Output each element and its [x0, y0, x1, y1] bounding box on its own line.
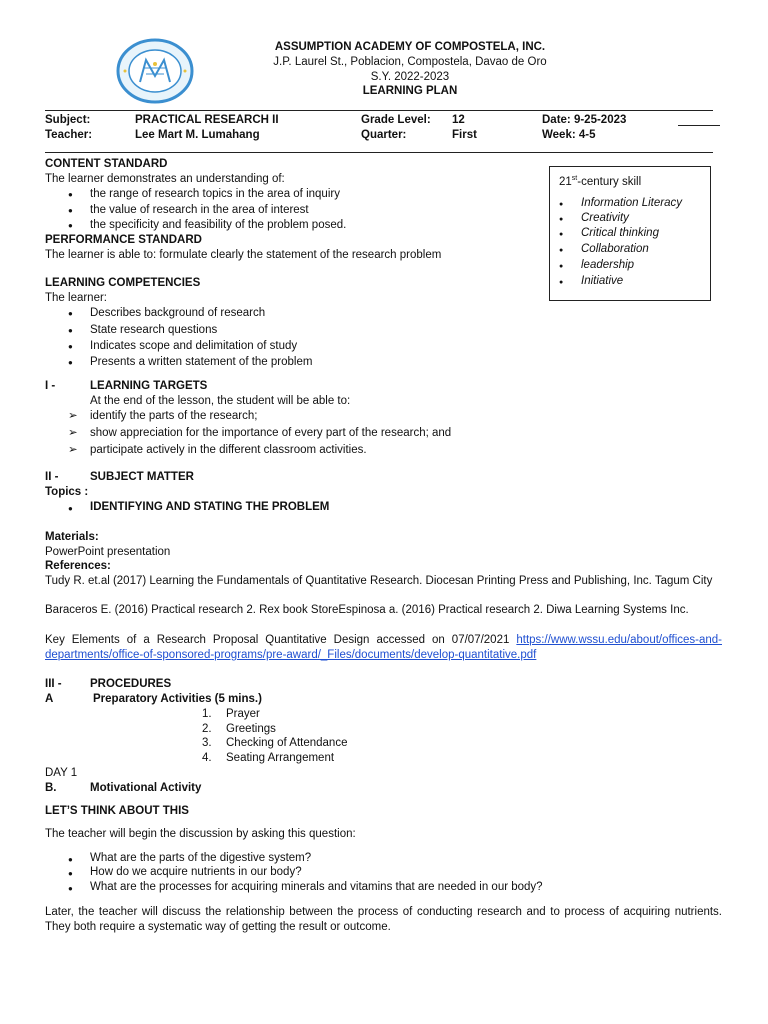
list-number: 4. — [202, 752, 212, 764]
references-label: References: — [45, 560, 111, 572]
reference-item: Key Elements of a Research Proposal Quantitative Design accessed on 07/07/2021 https://www.wssu.edu/about/offices-and-departments/office-of-sponsored-programs/pre-award/_Files/documents/develop-quantitative.pdf — [45, 634, 722, 661]
step-label: A — [45, 693, 54, 705]
document-title: LEARNING PLAN — [362, 85, 458, 97]
list-item: Describes background of research — [90, 307, 266, 319]
bullet-icon: ● — [68, 206, 73, 215]
subject-value: PRACTICAL RESEARCH II — [135, 114, 279, 126]
skill-item: Collaboration — [581, 243, 649, 255]
arrow-bullet-icon: ➢ — [68, 427, 78, 439]
materials-label: Materials: — [45, 531, 99, 543]
list-item: the specificity and feasibility of the problem posed. — [90, 219, 347, 231]
bullet-icon: ● — [68, 342, 73, 351]
bullet-icon: ● — [559, 279, 564, 286]
procedures-heading: PROCEDURES — [90, 678, 172, 690]
arrow-bullet-icon: ➢ — [68, 410, 78, 422]
skill-item: Critical thinking — [581, 227, 659, 239]
quarter-label: Quarter: — [361, 129, 407, 141]
bullet-icon: ● — [68, 504, 73, 513]
skill-item: Information Literacy — [581, 197, 682, 209]
list-item: participate actively in the different classroom activities. — [90, 444, 367, 456]
reference-link[interactable]: https://www.wssu.edu/about/offices-and-departments/office-of-sponsored-programs/pre-award/_Files/documents/develop-quantitative.pdf — [45, 634, 722, 661]
skill-item: leadership — [581, 259, 635, 271]
question-item: What are the processes for acquiring minerals and vitamins that are needed in our body? — [90, 881, 543, 893]
list-number: 3. — [202, 737, 212, 749]
step-title: Motivational Activity — [90, 782, 202, 794]
teacher-label: Teacher: — [45, 129, 93, 141]
step-title: Preparatory Activities (5 mins.) — [93, 693, 262, 705]
skills-box — [549, 166, 711, 301]
section-number: III - — [45, 678, 62, 690]
info-rule — [45, 152, 713, 153]
bullet-icon: ● — [559, 201, 564, 208]
day-label: DAY 1 — [45, 767, 78, 779]
list-item: the value of research in the area of interest — [90, 204, 309, 216]
activity-heading: LET’S THINK ABOUT THIS — [45, 805, 189, 817]
bullet-icon: ● — [68, 190, 73, 199]
date-value: Date: 9-25-2023 — [542, 114, 627, 126]
bullet-icon: ● — [68, 309, 73, 318]
topic-item: IDENTIFYING AND STATING THE PROBLEM — [90, 501, 330, 513]
bullet-icon: ● — [68, 869, 73, 878]
teacher-value: Lee Mart M. Lumahang — [135, 129, 260, 141]
content-standard-intro: The learner demonstrates an understanding of: — [45, 173, 285, 185]
list-item: identify the parts of the research; — [90, 410, 258, 422]
bullet-icon: ● — [559, 231, 564, 238]
skills-box-title: 21st-century skill — [559, 175, 642, 188]
list-number: 1. — [202, 708, 212, 720]
skill-item: Initiative — [581, 275, 624, 287]
school-year: S.Y. 2022-2023 — [370, 71, 450, 83]
bullet-icon: ● — [68, 221, 73, 230]
school-logo — [116, 38, 194, 104]
list-number: 2. — [202, 723, 212, 735]
bullet-icon: ● — [68, 326, 73, 335]
list-item: Seating Arrangement — [226, 752, 335, 764]
bullet-icon: ● — [68, 884, 73, 893]
closing-paragraph: Later, the teacher will discuss the relationship between the process of conducting research and to process of acquiring nutrients. They both require a systematic way of getting the result or outcome. — [45, 906, 722, 933]
reference-item: Tudy R. et.al (2017) Learning the Fundamentals of Quantitative Research. Diocesan Printing Press and Publishing, Inc. Tagum City — [45, 575, 713, 587]
date-blank-line — [678, 125, 720, 126]
list-item: Indicates scope and delimitation of study — [90, 340, 298, 352]
list-item: the range of research topics in the area of inquiry — [90, 188, 340, 200]
grade-value: 12 — [452, 114, 465, 126]
performance-standard-heading: PERFORMANCE STANDARD — [45, 234, 202, 246]
performance-standard-text: The learner is able to: formulate clearly the statement of the research problem — [45, 249, 442, 261]
materials-value: PowerPoint presentation — [45, 546, 171, 558]
bullet-icon: ● — [68, 855, 73, 864]
bullet-icon: ● — [559, 216, 564, 223]
section-number: I - — [45, 380, 56, 392]
list-item: Presents a written statement of the problem — [90, 356, 313, 368]
list-item: show appreciation for the importance of every part of the research; and — [90, 427, 452, 439]
week-value: Week: 4-5 — [542, 129, 596, 141]
competencies-heading: LEARNING COMPETENCIES — [45, 277, 201, 289]
list-item: State research questions — [90, 324, 218, 336]
bullet-icon: ● — [559, 263, 564, 270]
targets-heading: LEARNING TARGETS — [90, 380, 208, 392]
reference-item: Baraceros E. (2016) Practical research 2. Rex book StoreEspinosa a. (2016) Practical research 2. Diwa Learning Systems Inc. — [45, 604, 689, 616]
subject-label: Subject: — [45, 114, 91, 126]
question-item: What are the parts of the digestive system? — [90, 852, 312, 864]
quarter-value: First — [452, 129, 477, 141]
question-item: How do we acquire nutrients in our body? — [90, 866, 302, 878]
activity-intro: The teacher will begin the discussion by asking this question: — [45, 828, 356, 840]
targets-intro: At the end of the lesson, the student will be able to: — [90, 395, 351, 407]
bullet-icon: ● — [68, 358, 73, 367]
skill-item: Creativity — [581, 212, 629, 224]
bullet-icon: ● — [559, 247, 564, 254]
list-item: Prayer — [226, 708, 260, 720]
grade-label: Grade Level: — [361, 114, 431, 126]
school-address: J.P. Laurel St., Poblacion, Compostela, Davao de Oro — [273, 56, 547, 68]
list-item: Greetings — [226, 723, 276, 735]
arrow-bullet-icon: ➢ — [68, 444, 78, 456]
subject-matter-heading: SUBJECT MATTER — [90, 471, 194, 483]
header-rule — [45, 110, 713, 111]
content-standard-heading: CONTENT STANDARD — [45, 158, 168, 170]
topics-label: Topics : — [45, 486, 89, 498]
school-name: ASSUMPTION ACADEMY OF COMPOSTELA, INC. — [274, 41, 546, 53]
section-number: II - — [45, 471, 59, 483]
step-label: B. — [45, 782, 57, 794]
competencies-intro: The learner: — [45, 292, 108, 304]
list-item: Checking of Attendance — [226, 737, 348, 749]
